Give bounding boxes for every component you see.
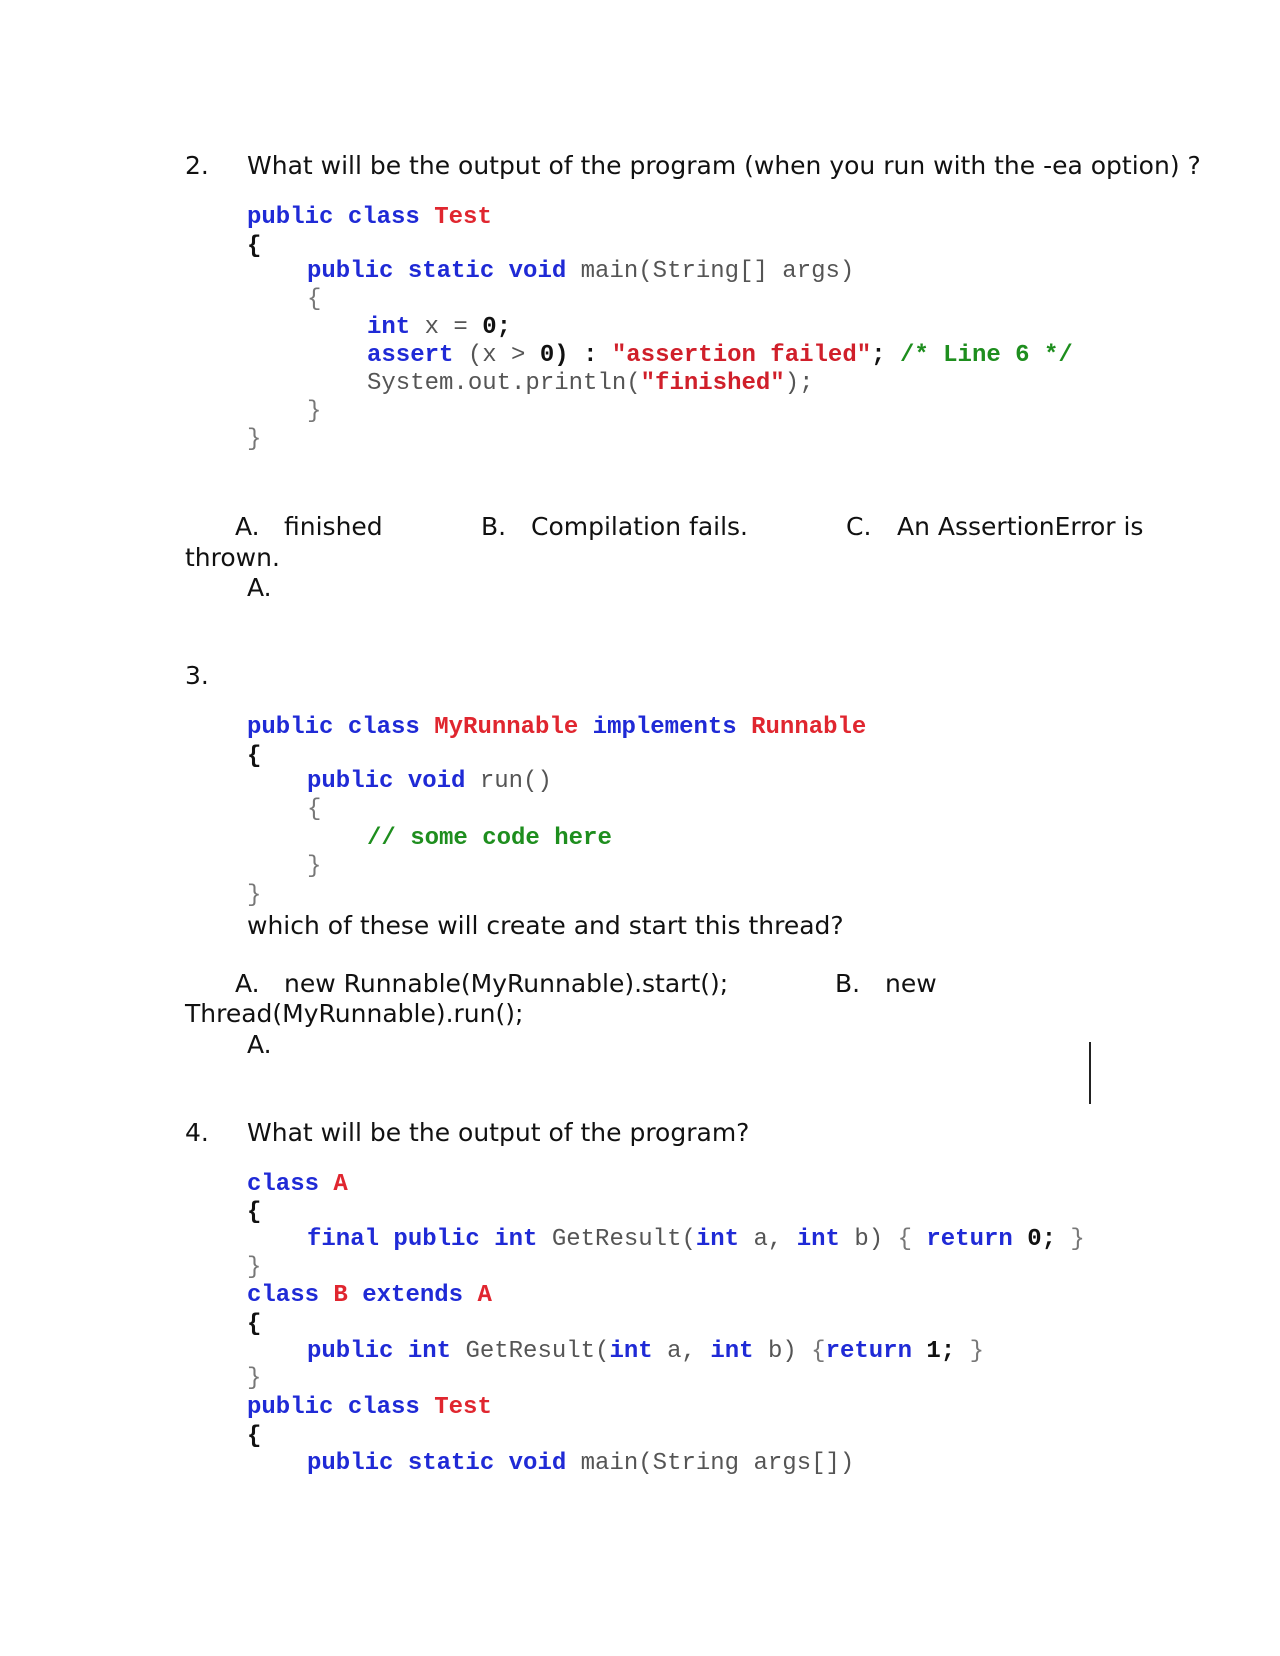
- q2-code-line-assert: [367, 344, 1073, 368]
- code-keyword: public void: [307, 768, 466, 795]
- code-keyword: final public int: [307, 1226, 538, 1253]
- q2-code-line-1: [247, 206, 492, 230]
- code-keyword: return: [825, 1338, 912, 1365]
- code-plain: b): [854, 1226, 884, 1253]
- q4-code-class-a: [247, 1173, 348, 1197]
- text-cursor: [1089, 1042, 1091, 1104]
- code-number: 1;: [926, 1338, 956, 1365]
- q3-code-line-run: [307, 770, 552, 794]
- q2-option-b-text: Compilation fails.: [531, 512, 749, 541]
- code-class-name: Runnable: [751, 714, 867, 741]
- code-number: 0;: [482, 314, 512, 341]
- q4-code-class-test: [247, 1396, 492, 1420]
- code-brace: }: [1070, 1226, 1085, 1253]
- q3-question: which of these will create and start this thread?: [247, 911, 844, 940]
- code-keyword: int: [695, 1226, 740, 1253]
- code-class-name: B: [333, 1282, 348, 1309]
- q2-code-brace-close: }: [247, 426, 262, 453]
- code-plain: a,: [667, 1338, 696, 1365]
- code-plain: x =: [424, 314, 468, 341]
- code-plain: (x >: [467, 342, 526, 369]
- q2-code-inner-open: {: [307, 286, 322, 313]
- q3-option-a-text: new Runnable(MyRunnable).start();: [284, 969, 729, 998]
- code-class-name: Test: [434, 204, 492, 231]
- q3-code-inner-open: {: [307, 796, 322, 823]
- code-number: 0): [539, 342, 569, 369]
- code-keyword: public class: [247, 1394, 420, 1421]
- code-keyword: int: [796, 1226, 840, 1253]
- code-signature: run(): [479, 768, 552, 795]
- code-comment: /* Line 6 */: [899, 342, 1073, 369]
- q2-answer: A.: [247, 573, 272, 602]
- q4-code-brace-open-1: {: [247, 1199, 262, 1226]
- q3-code-brace-close: }: [247, 882, 262, 909]
- code-signature: main(String args[]): [580, 1450, 855, 1477]
- code-number: 0;: [1027, 1226, 1057, 1253]
- q4-code-main: [307, 1452, 854, 1476]
- q4-code-brace-close-2: }: [247, 1365, 262, 1392]
- q2-option-c-text: An AssertionError is: [897, 512, 1144, 541]
- code-signature: main(String[] args): [580, 258, 855, 285]
- q4-code-brace-open-2: {: [247, 1311, 262, 1338]
- code-keyword: implements: [592, 714, 737, 741]
- q2-code-line-int: [367, 316, 511, 340]
- code-string: "assertion failed": [611, 342, 872, 369]
- q3-option-a-letter: A.: [235, 969, 260, 998]
- code-keyword: int: [609, 1338, 653, 1365]
- code-plain: b): [767, 1338, 797, 1365]
- q4-code-brace-close-1: }: [247, 1254, 262, 1281]
- q3-number: 3.: [185, 661, 209, 690]
- q2-code-brace-open: {: [247, 233, 262, 260]
- q2-option-a-letter: A.: [235, 512, 260, 541]
- code-keyword: public class: [247, 204, 420, 231]
- code-class-name: MyRunnable: [434, 714, 579, 741]
- q3-code-inner-close: }: [307, 853, 322, 880]
- code-keyword: extends: [362, 1282, 464, 1309]
- code-keyword: return: [926, 1226, 1013, 1253]
- q4-number: 4.: [185, 1118, 209, 1147]
- code-method: GetResult(: [465, 1338, 610, 1365]
- code-plain: System.out.println(: [367, 370, 641, 397]
- q2-option-c-letter: C.: [846, 512, 872, 541]
- code-keyword: public int: [307, 1338, 452, 1365]
- code-method: GetResult(: [551, 1226, 696, 1253]
- q2-code-line-main: [307, 260, 854, 284]
- q2-option-c-continued: thrown.: [185, 543, 280, 572]
- q3-code-line-1: [247, 716, 866, 740]
- q3-code-brace-open: {: [247, 743, 262, 770]
- code-keyword: class: [247, 1282, 320, 1309]
- code-class-name: A: [477, 1282, 492, 1309]
- q2-number: 2.: [185, 151, 209, 180]
- code-string: "finished": [640, 370, 785, 397]
- code-semicolon: ;: [871, 342, 886, 369]
- code-brace: {: [811, 1338, 826, 1365]
- q2-code-line-println: [367, 372, 814, 396]
- q4-code-getresult-a: [307, 1228, 1085, 1252]
- q3-option-b-continued: Thread(MyRunnable).run();: [185, 999, 524, 1028]
- code-keyword: assert: [367, 342, 454, 369]
- q3-answer: A.: [247, 1030, 272, 1059]
- q4-question: What will be the output of the program?: [247, 1118, 750, 1147]
- code-class-name: Test: [434, 1394, 492, 1421]
- q2-option-a-text: finished: [284, 512, 383, 541]
- code-keyword: int: [710, 1338, 754, 1365]
- code-plain: a,: [753, 1226, 783, 1253]
- code-brace: {: [897, 1226, 912, 1253]
- q2-question: What will be the output of the program (when you run with the -ea option) ?: [247, 151, 1201, 180]
- q4-code-brace-open-3: {: [247, 1423, 262, 1450]
- q2-code-inner-close: }: [307, 398, 322, 425]
- code-keyword: public class: [247, 714, 420, 741]
- code-class-name: A: [333, 1171, 348, 1198]
- q3-code-comment: // some code here: [367, 825, 612, 852]
- q4-code-class-b: [247, 1284, 492, 1308]
- code-plain: );: [784, 370, 814, 397]
- code-keyword: public static void: [307, 1450, 567, 1477]
- code-keyword: class: [247, 1171, 320, 1198]
- q3-option-b-letter: B.: [835, 969, 861, 998]
- q4-code-getresult-b: [307, 1340, 984, 1364]
- code-colon: :: [583, 342, 598, 369]
- code-brace: }: [969, 1338, 985, 1365]
- q2-option-b-letter: B.: [481, 512, 507, 541]
- code-keyword: public static void: [307, 258, 567, 285]
- q3-option-b-text: new: [885, 969, 937, 998]
- code-keyword: int: [367, 314, 411, 341]
